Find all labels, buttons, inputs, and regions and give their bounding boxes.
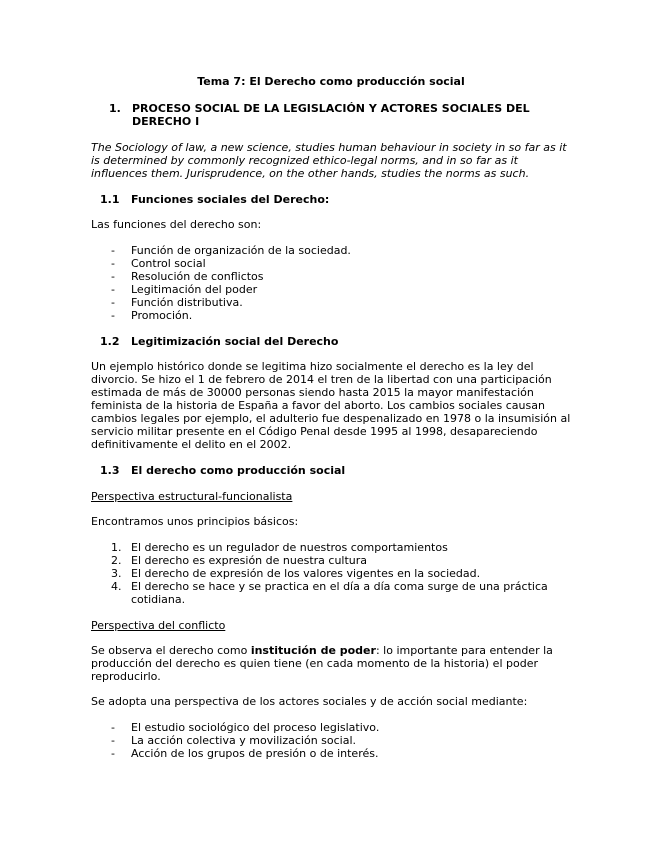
section-1-2-heading bbox=[91, 335, 571, 348]
actors-list bbox=[91, 721, 571, 760]
principles-list bbox=[91, 541, 571, 606]
section-1-title: PROCESO SOCIAL DE LA LEGISLACIÓN Y ACTORES SOCIALES DEL DERECHO I bbox=[132, 102, 530, 128]
section-1-number: 1. bbox=[109, 102, 121, 115]
dash-bullet: - bbox=[111, 734, 115, 747]
list-item bbox=[91, 296, 571, 309]
section-1-1-title: Funciones sociales del Derecho: bbox=[131, 193, 330, 206]
dash-bullet: - bbox=[111, 721, 115, 734]
list-item bbox=[91, 721, 571, 734]
dash-bullet: - bbox=[111, 244, 115, 257]
principles-intro: Encontramos unos principios básicos: bbox=[91, 515, 299, 528]
document-title: Tema 7: El Derecho como producción social bbox=[197, 75, 465, 88]
actors-intro: Se adopta una perspectiva de los actores sociales y de acción social mediante: bbox=[91, 695, 528, 708]
section-1-heading bbox=[91, 102, 571, 128]
list-number: 3. bbox=[111, 567, 122, 580]
list-item-text: La acción colectiva y movilización social. bbox=[131, 734, 357, 747]
list-item-text: Resolución de conflictos bbox=[131, 270, 264, 283]
list-item-text: El derecho es expresión de nuestra cultura bbox=[131, 554, 368, 567]
dash-bullet: - bbox=[111, 270, 115, 283]
dash-bullet: - bbox=[111, 296, 115, 309]
list-item-text: Acción de los grupos de presión o de interés. bbox=[131, 747, 379, 760]
dash-bullet: - bbox=[111, 257, 115, 270]
list-number: 1. bbox=[111, 541, 122, 554]
list-item bbox=[91, 309, 571, 322]
conflict-text-post: : lo importante para entender la producción del derecho es quien tiene (en cada momento de la historia) el poder reproducirlo. bbox=[91, 644, 553, 683]
list-item bbox=[91, 747, 571, 760]
list-item bbox=[91, 283, 571, 296]
list-item-text: Promoción. bbox=[131, 309, 193, 322]
conflict-perspective-heading: Perspectiva del conflicto bbox=[91, 619, 226, 632]
list-item-text: El derecho es un regulador de nuestros comportamientos bbox=[131, 541, 448, 554]
list-item bbox=[91, 567, 571, 580]
list-item bbox=[91, 734, 571, 747]
list-item-text: El derecho se hace y se practica en el día a día coma surge de una práctica cotidiana. bbox=[131, 580, 548, 606]
structural-perspective-heading: Perspectiva estructural-funcionalista bbox=[91, 490, 293, 503]
list-item bbox=[91, 554, 571, 567]
list-item bbox=[91, 270, 571, 283]
conflict-paragraph bbox=[91, 644, 571, 683]
section-1-3-number: 1.3 bbox=[100, 464, 120, 477]
section-1-2-title: Legitimización social del Derecho bbox=[131, 335, 339, 348]
list-number: 2. bbox=[111, 554, 122, 567]
list-number: 4. bbox=[111, 580, 122, 593]
section-1-3-title: El derecho como producción social bbox=[131, 464, 346, 477]
document-page bbox=[91, 75, 571, 760]
section-1-1-number: 1.1 bbox=[100, 193, 120, 206]
dash-bullet: - bbox=[111, 747, 115, 760]
list-item bbox=[91, 541, 571, 554]
list-item bbox=[91, 580, 571, 606]
dash-bullet: - bbox=[111, 309, 115, 322]
list-item-text: Legitimación del poder bbox=[131, 283, 258, 296]
dash-bullet: - bbox=[111, 283, 115, 296]
list-item bbox=[91, 257, 571, 270]
section-1-2-number: 1.2 bbox=[100, 335, 120, 348]
list-item-text: Función distributiva. bbox=[131, 296, 243, 309]
section-1-1-heading bbox=[91, 193, 571, 206]
abstract-quote: The Sociology of law, a new science, studies human behaviour in society in so far as it is determined by commonly recognized ethico-legal norms, and in so far as it influences them. Jurisprudence, on the other hands, studies the norms as such. bbox=[91, 141, 567, 180]
list-item-text: Control social bbox=[131, 257, 206, 270]
list-item-text: El estudio sociológico del proceso legislativo. bbox=[131, 721, 380, 734]
list-item-text: Función de organización de la sociedad. bbox=[131, 244, 351, 257]
section-1-3-heading bbox=[91, 464, 571, 477]
conflict-text-bold: institución de poder bbox=[250, 644, 376, 657]
legitimization-paragraph: Un ejemplo histórico donde se legitima hizo socialmente el derecho es la ley del divorcio. Se hizo el 1 de febrero de 2014 el tren de la libertad con una participación estimada de más de 30000 personas siendo hasta 2015 la mayor manifestación feminista de la historia de España a favor del aborto. Los cambios sociales causan cambios legales por ejemplo, el adulterio fue despenalizado en 1978 o la insumisión al servicio militar presente en el Código Penal desde 1995 al 1998, desapareciendo definitivamente el delito en el 2002. bbox=[91, 360, 571, 451]
functions-intro: Las funciones del derecho son: bbox=[91, 218, 262, 231]
functions-list bbox=[91, 244, 571, 322]
list-item-text: El derecho de expresión de los valores vigentes en la sociedad. bbox=[131, 567, 481, 580]
list-item bbox=[91, 244, 571, 257]
conflict-text-pre: Se observa el derecho como bbox=[91, 644, 251, 657]
